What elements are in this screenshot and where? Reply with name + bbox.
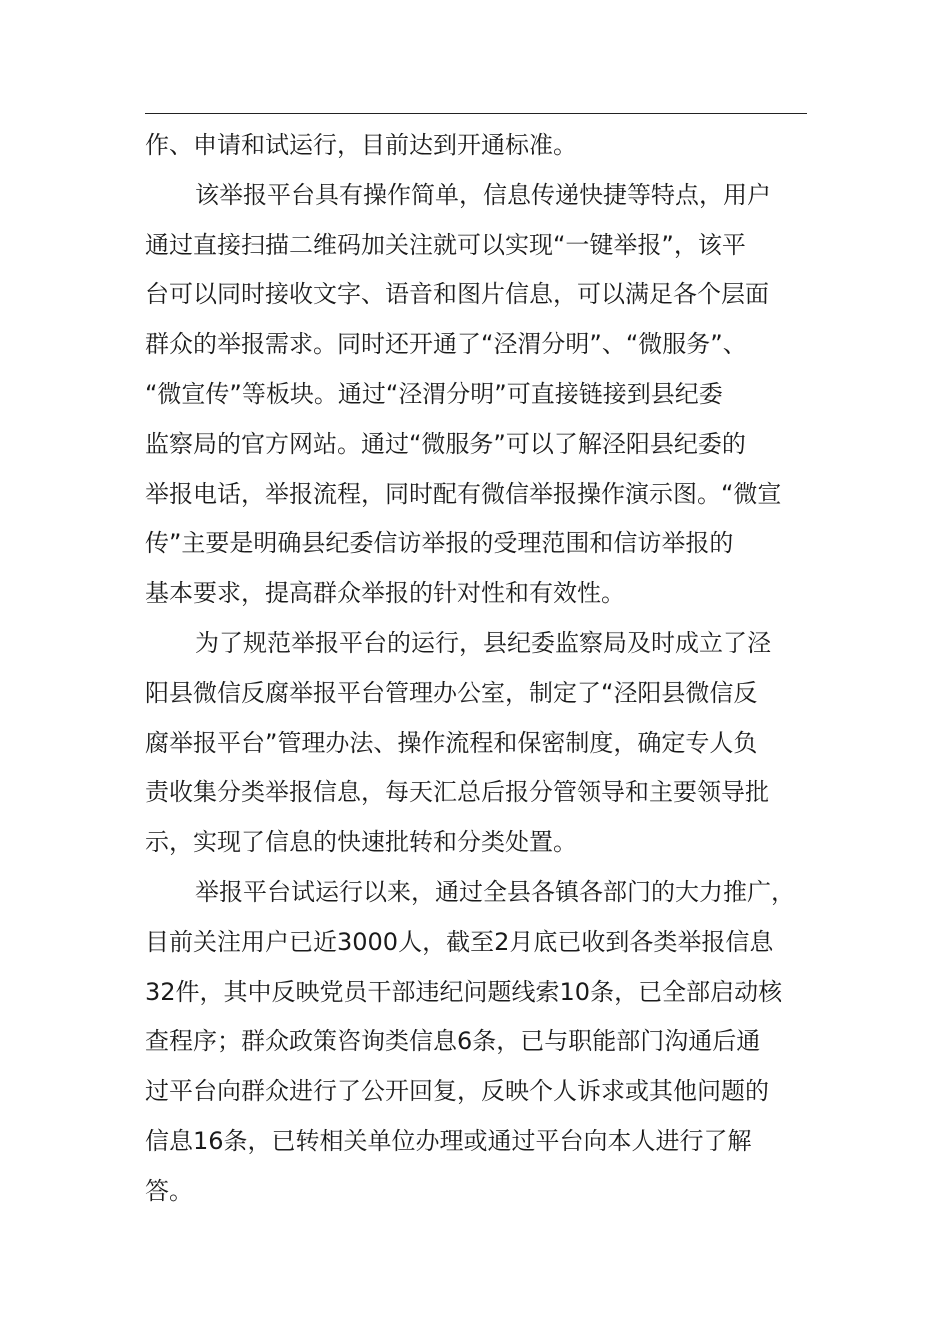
text-line: 为了规范举报平台的运行，县纪委监察局及时成立了泾 xyxy=(195,628,771,657)
text-line: 32件，其中反映党员干部违纪问题线索10条，已全部启动核 xyxy=(145,977,783,1006)
text-line: 阳县微信反腐举报平台管理办公室，制定了“泾阳县微信反 xyxy=(145,678,758,707)
header-rule xyxy=(145,113,807,114)
text-line: 腐举报平台”管理办法、操作流程和保密制度，确定专人负 xyxy=(145,728,758,757)
text-line: 传”主要是明确县纪委信访举报的受理范围和信访举报的 xyxy=(145,529,734,558)
text-line: 监察局的官方网站。通过“微服务”可以了解泾阳县纪委的 xyxy=(145,429,746,458)
text-line: 责收集分类举报信息，每天汇总后报分管领导和主要领导批 xyxy=(145,778,769,807)
text-line: 过平台向群众进行了公开回复，反映个人诉求或其他问题的 xyxy=(145,1077,769,1106)
text-line: 目前关注用户已近3000人，截至2月底已收到各类举报信息 xyxy=(145,927,774,956)
text-line: 通过直接扫描二维码加关注就可以实现“一键举报”，该平 xyxy=(145,230,746,259)
text-line: 群众的举报需求。同时还开通了“泾渭分明”、“微服务”、 xyxy=(145,330,747,359)
body-text xyxy=(145,121,807,1217)
text-line: 示，实现了信息的快速批转和分类处置。 xyxy=(145,828,577,857)
text-line: “微宣传”等板块。通过“泾渭分明”可直接链接到县纪委 xyxy=(145,379,723,408)
text-line: 答。 xyxy=(145,1176,193,1205)
text-line: 台可以同时接收文字、语音和图片信息，可以满足各个层面 xyxy=(145,280,769,309)
text-line: 该举报平台具有操作简单，信息传递快捷等特点，用户 xyxy=(195,180,771,209)
text-line: 信息16条，已转相关单位办理或通过平台向本人进行了解 xyxy=(145,1126,752,1155)
text-line: 查程序；群众政策咨询类信息6条，已与职能部门沟通后通 xyxy=(145,1027,761,1056)
text-line: 作、申请和试运行，目前达到开通标准。 xyxy=(145,131,577,159)
text-line: 举报电话，举报流程，同时配有微信举报操作演示图。“微宣 xyxy=(145,479,782,508)
text-line: 基本要求，提高群众举报的针对性和有效性。 xyxy=(145,579,625,608)
text-line: 举报平台试运行以来，通过全县各镇各部门的大力推广， xyxy=(195,877,795,906)
